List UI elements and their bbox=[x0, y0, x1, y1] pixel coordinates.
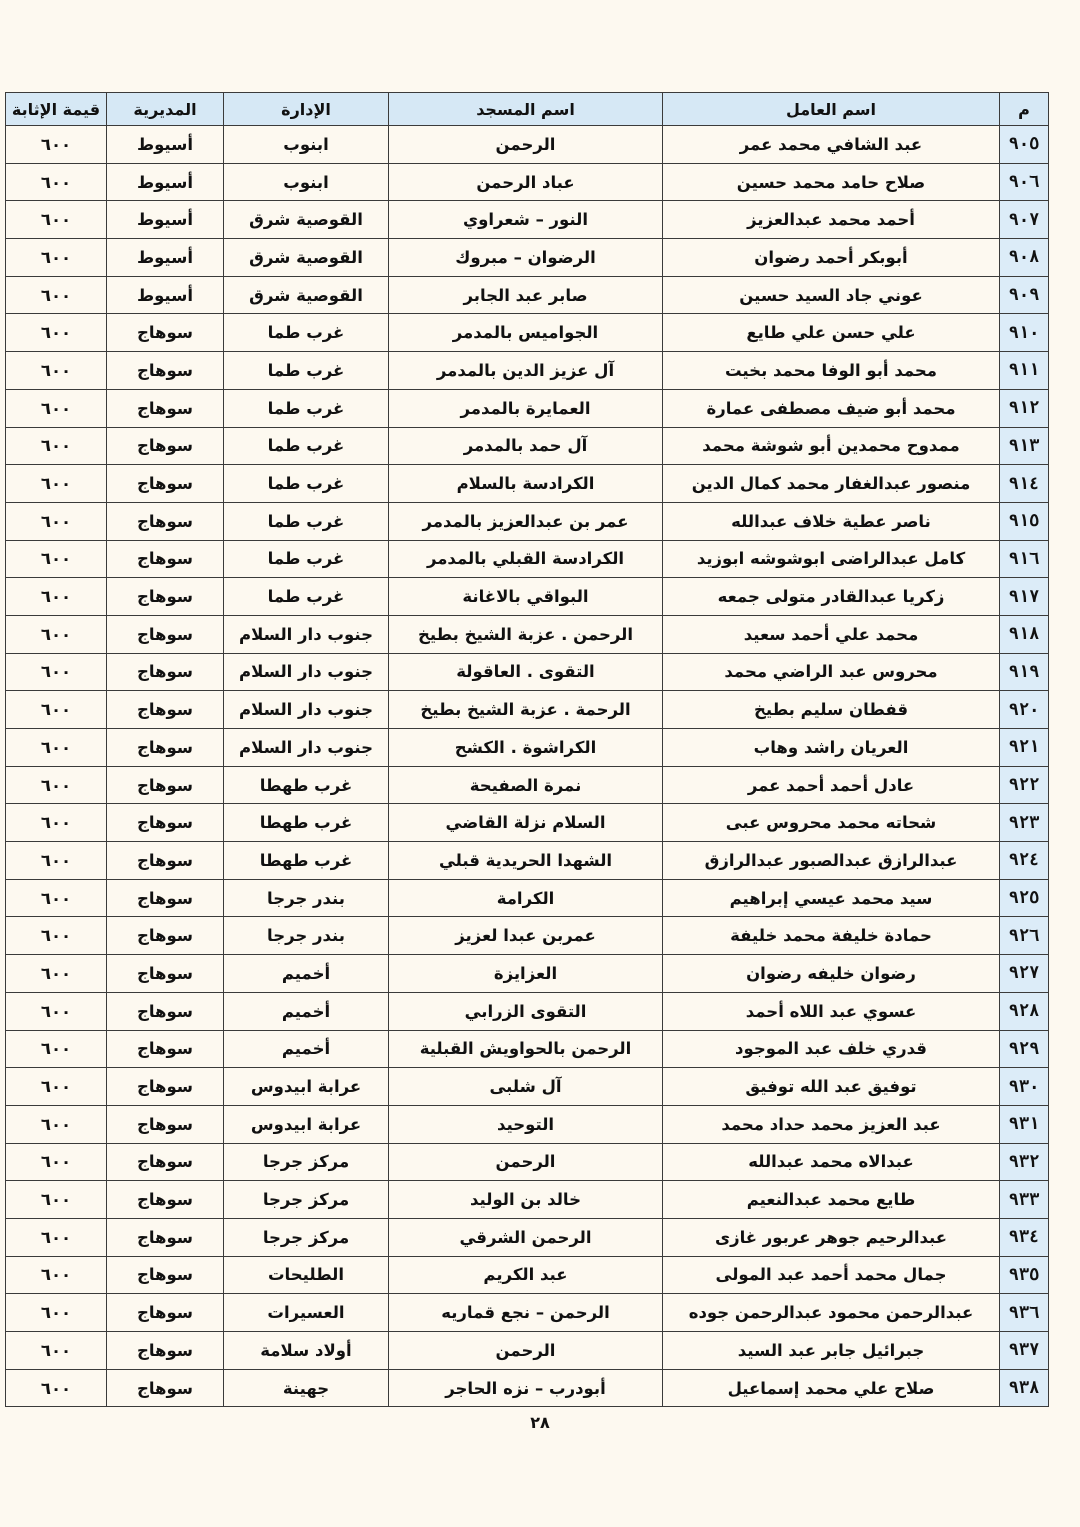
reward-value-cell: ٦٠٠ bbox=[6, 1218, 107, 1256]
row-number-cell: ٩٢٤ bbox=[1000, 842, 1049, 880]
reward-value-cell: ٦٠٠ bbox=[6, 992, 107, 1030]
table-row bbox=[6, 239, 1049, 277]
table-row bbox=[6, 502, 1049, 540]
reward-value-cell: ٦٠٠ bbox=[6, 1181, 107, 1219]
reward-value-cell: ٦٠٠ bbox=[6, 1143, 107, 1181]
mosque-name-cell: الجواميس بالمدمر bbox=[389, 314, 663, 352]
worker-name-cell: شحاته محمد محروس عبى bbox=[663, 804, 1000, 842]
administration-cell: أولاد سلامة bbox=[224, 1332, 389, 1370]
row-number-cell: ٩٣٠ bbox=[1000, 1068, 1049, 1106]
administration-cell: غرب طما bbox=[224, 502, 389, 540]
mosque-name-cell: خالد بن الوليد bbox=[389, 1181, 663, 1219]
administration-cell: ابنوب bbox=[224, 163, 389, 201]
worker-name-cell: محمد أبو الوفا محمد بخيت bbox=[663, 352, 1000, 390]
row-number-cell: ٩٠٧ bbox=[1000, 201, 1049, 239]
header-reward-value: قيمة الإثابة bbox=[6, 93, 107, 126]
table-row bbox=[6, 1256, 1049, 1294]
administration-cell: جنوب دار السلام bbox=[224, 691, 389, 729]
reward-value-cell: ٦٠٠ bbox=[6, 615, 107, 653]
worker-name-cell: عبدالاه محمد عبدالله bbox=[663, 1143, 1000, 1181]
reward-value-cell: ٦٠٠ bbox=[6, 239, 107, 277]
administration-cell: القوصية شرق bbox=[224, 276, 389, 314]
worker-name-cell: جمال محمد أحمد عبد المولى bbox=[663, 1256, 1000, 1294]
administration-cell: غرب طما bbox=[224, 427, 389, 465]
administration-cell: بندر جرجا bbox=[224, 879, 389, 917]
worker-name-cell: عبدالرازق عبدالصبور عبدالرازق bbox=[663, 842, 1000, 880]
directorate-cell: سوهاج bbox=[107, 615, 224, 653]
mosque-name-cell: الرحمن . عزبة الشيخ بطيخ bbox=[389, 615, 663, 653]
row-number-cell: ٩٢٥ bbox=[1000, 879, 1049, 917]
administration-cell: عرابة ابيدوس bbox=[224, 1105, 389, 1143]
worker-name-cell: حمادة خليفة محمد خليفة bbox=[663, 917, 1000, 955]
row-number-cell: ٩٣٥ bbox=[1000, 1256, 1049, 1294]
mosque-name-cell: الرحمة . عزبة الشيخ بطيخ bbox=[389, 691, 663, 729]
row-number-cell: ٩٣١ bbox=[1000, 1105, 1049, 1143]
directorate-cell: سوهاج bbox=[107, 804, 224, 842]
mosque-name-cell: عباد الرحمن bbox=[389, 163, 663, 201]
reward-value-cell: ٦٠٠ bbox=[6, 842, 107, 880]
reward-value-cell: ٦٠٠ bbox=[6, 691, 107, 729]
mosque-name-cell: عمربن عبدا لعزيز bbox=[389, 917, 663, 955]
table-body bbox=[6, 126, 1049, 1407]
worker-name-cell: محمد علي أحمد سعيد bbox=[663, 615, 1000, 653]
table-row bbox=[6, 729, 1049, 767]
worker-name-cell: قفطان سليم بطيخ bbox=[663, 691, 1000, 729]
mosque-name-cell: الكراشوة . الكشح bbox=[389, 729, 663, 767]
mosque-name-cell: أبودرب – نزه الحاجر bbox=[389, 1369, 663, 1407]
administration-cell: أخميم bbox=[224, 955, 389, 993]
worker-name-cell: صلاح حامد محمد حسين bbox=[663, 163, 1000, 201]
administration-cell: غرب طما bbox=[224, 578, 389, 616]
table-row bbox=[6, 879, 1049, 917]
directorate-cell: سوهاج bbox=[107, 842, 224, 880]
table-row bbox=[6, 653, 1049, 691]
header-worker-name: اسم العامل bbox=[663, 93, 1000, 126]
worker-name-cell: صلاح علي محمد إسماعيل bbox=[663, 1369, 1000, 1407]
directorate-cell: سوهاج bbox=[107, 1294, 224, 1332]
reward-value-cell: ٦٠٠ bbox=[6, 1294, 107, 1332]
reward-value-cell: ٦٠٠ bbox=[6, 540, 107, 578]
directorate-cell: سوهاج bbox=[107, 352, 224, 390]
administration-cell: العسيرات bbox=[224, 1294, 389, 1332]
reward-value-cell: ٦٠٠ bbox=[6, 389, 107, 427]
table-row bbox=[6, 1143, 1049, 1181]
directorate-cell: سوهاج bbox=[107, 1181, 224, 1219]
row-number-cell: ٩١٥ bbox=[1000, 502, 1049, 540]
worker-name-cell: عبدالرحمن محمود عبدالرحمن جوده bbox=[663, 1294, 1000, 1332]
row-number-cell: ٩١٦ bbox=[1000, 540, 1049, 578]
reward-value-cell: ٦٠٠ bbox=[6, 804, 107, 842]
reward-value-cell: ٦٠٠ bbox=[6, 1105, 107, 1143]
reward-value-cell: ٦٠٠ bbox=[6, 1256, 107, 1294]
table-row bbox=[6, 917, 1049, 955]
row-number-cell: ٩١٧ bbox=[1000, 578, 1049, 616]
table-row bbox=[6, 1105, 1049, 1143]
mosque-name-cell: نمرة الصفيحة bbox=[389, 766, 663, 804]
directorate-cell: سوهاج bbox=[107, 502, 224, 540]
reward-value-cell: ٦٠٠ bbox=[6, 352, 107, 390]
administration-cell: القوصية شرق bbox=[224, 201, 389, 239]
table-row bbox=[6, 1030, 1049, 1068]
table-row bbox=[6, 691, 1049, 729]
administration-cell: بندر جرجا bbox=[224, 917, 389, 955]
directorate-cell: سوهاج bbox=[107, 766, 224, 804]
mosque-name-cell: الرحمن bbox=[389, 1143, 663, 1181]
directorate-cell: سوهاج bbox=[107, 1218, 224, 1256]
administration-cell: غرب طما bbox=[224, 465, 389, 503]
worker-name-cell: منصور عبدالغفار محمد كمال الدين bbox=[663, 465, 1000, 503]
mosque-name-cell: آل حمد بالمدمر bbox=[389, 427, 663, 465]
worker-name-cell: علي حسن علي طايع bbox=[663, 314, 1000, 352]
row-number-cell: ٩٢٩ bbox=[1000, 1030, 1049, 1068]
header-administration: الإدارة bbox=[224, 93, 389, 126]
mosque-name-cell: التوحيد bbox=[389, 1105, 663, 1143]
table-row bbox=[6, 540, 1049, 578]
directorate-cell: سوهاج bbox=[107, 955, 224, 993]
row-number-cell: ٩٢٣ bbox=[1000, 804, 1049, 842]
directorate-cell: أسيوط bbox=[107, 201, 224, 239]
administration-cell: ابنوب bbox=[224, 126, 389, 164]
worker-name-cell: طايع محمد عبدالنعيم bbox=[663, 1181, 1000, 1219]
mosque-name-cell: الكرادسة القبلي بالمدمر bbox=[389, 540, 663, 578]
reward-value-cell: ٦٠٠ bbox=[6, 276, 107, 314]
directorate-cell: أسيوط bbox=[107, 276, 224, 314]
administration-cell: غرب طما bbox=[224, 314, 389, 352]
reward-value-cell: ٦٠٠ bbox=[6, 917, 107, 955]
directorate-cell: سوهاج bbox=[107, 1256, 224, 1294]
row-number-cell: ٩١٩ bbox=[1000, 653, 1049, 691]
mosque-name-cell: آل شلبى bbox=[389, 1068, 663, 1106]
worker-name-cell: عوني جاد السيد حسين bbox=[663, 276, 1000, 314]
row-number-cell: ٩٢٧ bbox=[1000, 955, 1049, 993]
directorate-cell: سوهاج bbox=[107, 879, 224, 917]
header-directorate: المديرية bbox=[107, 93, 224, 126]
table-row bbox=[6, 427, 1049, 465]
administration-cell: جنوب دار السلام bbox=[224, 653, 389, 691]
row-number-cell: ٩٢٢ bbox=[1000, 766, 1049, 804]
reward-value-cell: ٦٠٠ bbox=[6, 578, 107, 616]
table-row bbox=[6, 1068, 1049, 1106]
worker-name-cell: جبرائيل جابر عبد السيد bbox=[663, 1332, 1000, 1370]
administration-cell: مركز جرجا bbox=[224, 1218, 389, 1256]
rewards-table bbox=[5, 92, 1049, 1407]
table-row bbox=[6, 578, 1049, 616]
reward-value-cell: ٦٠٠ bbox=[6, 314, 107, 352]
administration-cell: عرابة ابيدوس bbox=[224, 1068, 389, 1106]
reward-value-cell: ٦٠٠ bbox=[6, 729, 107, 767]
table-row bbox=[6, 615, 1049, 653]
administration-cell: أخميم bbox=[224, 1030, 389, 1068]
reward-value-cell: ٦٠٠ bbox=[6, 427, 107, 465]
directorate-cell: سوهاج bbox=[107, 917, 224, 955]
worker-name-cell: محمد أبو ضيف مصطفى عمارة bbox=[663, 389, 1000, 427]
mosque-name-cell: آل عزيز الدين بالمدمر bbox=[389, 352, 663, 390]
row-number-cell: ٩١٣ bbox=[1000, 427, 1049, 465]
table-row bbox=[6, 352, 1049, 390]
directorate-cell: أسيوط bbox=[107, 239, 224, 277]
directorate-cell: سوهاج bbox=[107, 578, 224, 616]
row-number-cell: ٩٣٨ bbox=[1000, 1369, 1049, 1407]
mosque-name-cell: الكرادسة بالسلام bbox=[389, 465, 663, 503]
administration-cell: غرب طما bbox=[224, 389, 389, 427]
directorate-cell: سوهاج bbox=[107, 1030, 224, 1068]
reward-value-cell: ٦٠٠ bbox=[6, 502, 107, 540]
mosque-name-cell: البواقي بالاغانة bbox=[389, 578, 663, 616]
worker-name-cell: كامل عبدالراضى ابوشوشه ابوزيد bbox=[663, 540, 1000, 578]
page-number: ٢٨ bbox=[530, 1413, 550, 1432]
directorate-cell: سوهاج bbox=[107, 1332, 224, 1370]
reward-value-cell: ٦٠٠ bbox=[6, 126, 107, 164]
worker-name-cell: أبوبكر أحمد رضوان bbox=[663, 239, 1000, 277]
mosque-name-cell: عمر بن عبدالعزيز بالمدمر bbox=[389, 502, 663, 540]
worker-name-cell: عادل أحمد أحمد عمر bbox=[663, 766, 1000, 804]
table-row bbox=[6, 314, 1049, 352]
row-number-cell: ٩١٠ bbox=[1000, 314, 1049, 352]
table-row bbox=[6, 1218, 1049, 1256]
worker-name-cell: العريان راشد وهاب bbox=[663, 729, 1000, 767]
worker-name-cell: توفيق عبد الله توفيق bbox=[663, 1068, 1000, 1106]
worker-name-cell: محروس عبد الراضي محمد bbox=[663, 653, 1000, 691]
directorate-cell: سوهاج bbox=[107, 465, 224, 503]
worker-name-cell: سيد محمد عيسي إبراهيم bbox=[663, 879, 1000, 917]
administration-cell: غرب طهطا bbox=[224, 842, 389, 880]
worker-name-cell: أحمد محمد عبدالعزيز bbox=[663, 201, 1000, 239]
reward-value-cell: ٦٠٠ bbox=[6, 163, 107, 201]
directorate-cell: أسيوط bbox=[107, 163, 224, 201]
table-row bbox=[6, 276, 1049, 314]
row-number-cell: ٩١٢ bbox=[1000, 389, 1049, 427]
reward-value-cell: ٦٠٠ bbox=[6, 879, 107, 917]
row-number-cell: ٩١١ bbox=[1000, 352, 1049, 390]
mosque-name-cell: صابر عبد الجابر bbox=[389, 276, 663, 314]
worker-name-cell: رضوان خليفه رضوان bbox=[663, 955, 1000, 993]
mosque-name-cell: التقوى . العاقولة bbox=[389, 653, 663, 691]
table-row bbox=[6, 1181, 1049, 1219]
directorate-cell: سوهاج bbox=[107, 653, 224, 691]
directorate-cell: سوهاج bbox=[107, 691, 224, 729]
table-row bbox=[6, 1369, 1049, 1407]
administration-cell: جنوب دار السلام bbox=[224, 615, 389, 653]
table-row bbox=[6, 126, 1049, 164]
mosque-name-cell: الرحمن الشرقي bbox=[389, 1218, 663, 1256]
header-num: م bbox=[1000, 93, 1049, 126]
mosque-name-cell: الرحمن – نجع قماريه bbox=[389, 1294, 663, 1332]
directorate-cell: سوهاج bbox=[107, 389, 224, 427]
directorate-cell: سوهاج bbox=[107, 314, 224, 352]
directorate-cell: سوهاج bbox=[107, 992, 224, 1030]
reward-value-cell: ٦٠٠ bbox=[6, 1068, 107, 1106]
mosque-name-cell: السلام نزلة القاضي bbox=[389, 804, 663, 842]
row-number-cell: ٩٣٤ bbox=[1000, 1218, 1049, 1256]
reward-value-cell: ٦٠٠ bbox=[6, 1030, 107, 1068]
table-header-row bbox=[6, 93, 1049, 126]
worker-name-cell: عبد العزيز محمد حداد محمد bbox=[663, 1105, 1000, 1143]
row-number-cell: ٩٣٧ bbox=[1000, 1332, 1049, 1370]
directorate-cell: سوهاج bbox=[107, 729, 224, 767]
table-row bbox=[6, 992, 1049, 1030]
directorate-cell: سوهاج bbox=[107, 1105, 224, 1143]
table-row bbox=[6, 1294, 1049, 1332]
row-number-cell: ٩٢١ bbox=[1000, 729, 1049, 767]
row-number-cell: ٩٣٢ bbox=[1000, 1143, 1049, 1181]
directorate-cell: أسيوط bbox=[107, 126, 224, 164]
header-mosque-name: اسم المسجد bbox=[389, 93, 663, 126]
row-number-cell: ٩٠٥ bbox=[1000, 126, 1049, 164]
table-row bbox=[6, 201, 1049, 239]
row-number-cell: ٩٢٠ bbox=[1000, 691, 1049, 729]
table-row bbox=[6, 955, 1049, 993]
mosque-name-cell: الشهدا الحريدية قبلي bbox=[389, 842, 663, 880]
worker-name-cell: عبدالرحيم جوهر عربور غازى bbox=[663, 1218, 1000, 1256]
table-row bbox=[6, 766, 1049, 804]
reward-value-cell: ٦٠٠ bbox=[6, 653, 107, 691]
reward-value-cell: ٦٠٠ bbox=[6, 955, 107, 993]
administration-cell: غرب طما bbox=[224, 352, 389, 390]
administration-cell: غرب طهطا bbox=[224, 766, 389, 804]
row-number-cell: ٩٣٣ bbox=[1000, 1181, 1049, 1219]
worker-name-cell: عسوي عبد اللاه أحمد bbox=[663, 992, 1000, 1030]
mosque-name-cell: الرضوان – مبروك bbox=[389, 239, 663, 277]
row-number-cell: ٩٣٦ bbox=[1000, 1294, 1049, 1332]
mosque-name-cell: الرحمن bbox=[389, 126, 663, 164]
directorate-cell: سوهاج bbox=[107, 427, 224, 465]
mosque-name-cell: الكرامة bbox=[389, 879, 663, 917]
administration-cell: جنوب دار السلام bbox=[224, 729, 389, 767]
mosque-name-cell: الرحمن bbox=[389, 1332, 663, 1370]
worker-name-cell: ناصر عطية خلاف عبدالله bbox=[663, 502, 1000, 540]
row-number-cell: ٩٠٩ bbox=[1000, 276, 1049, 314]
mosque-name-cell: عبد الكريم bbox=[389, 1256, 663, 1294]
administration-cell: غرب طما bbox=[224, 540, 389, 578]
worker-name-cell: زكريا عبدالقادر متولى جمعه bbox=[663, 578, 1000, 616]
reward-value-cell: ٦٠٠ bbox=[6, 1369, 107, 1407]
reward-value-cell: ٦٠٠ bbox=[6, 1332, 107, 1370]
reward-value-cell: ٦٠٠ bbox=[6, 465, 107, 503]
reward-value-cell: ٦٠٠ bbox=[6, 201, 107, 239]
administration-cell: القوصية شرق bbox=[224, 239, 389, 277]
row-number-cell: ٩٢٦ bbox=[1000, 917, 1049, 955]
administration-cell: مركز جرجا bbox=[224, 1143, 389, 1181]
row-number-cell: ٩٢٨ bbox=[1000, 992, 1049, 1030]
table-row bbox=[6, 804, 1049, 842]
administration-cell: مركز جرجا bbox=[224, 1181, 389, 1219]
directorate-cell: سوهاج bbox=[107, 1143, 224, 1181]
directorate-cell: سوهاج bbox=[107, 1068, 224, 1106]
administration-cell: أخميم bbox=[224, 992, 389, 1030]
directorate-cell: سوهاج bbox=[107, 1369, 224, 1407]
row-number-cell: ٩١٨ bbox=[1000, 615, 1049, 653]
mosque-name-cell: الرحمن بالحواويش القبلية bbox=[389, 1030, 663, 1068]
mosque-name-cell: النور – شعراوي bbox=[389, 201, 663, 239]
mosque-name-cell: العزايزة bbox=[389, 955, 663, 993]
table-row bbox=[6, 389, 1049, 427]
reward-value-cell: ٦٠٠ bbox=[6, 766, 107, 804]
administration-cell: الطليحات bbox=[224, 1256, 389, 1294]
administration-cell: غرب طهطا bbox=[224, 804, 389, 842]
row-number-cell: ٩٠٨ bbox=[1000, 239, 1049, 277]
mosque-name-cell: التقوى الزرابي bbox=[389, 992, 663, 1030]
administration-cell: جهينة bbox=[224, 1369, 389, 1407]
worker-name-cell: قدري خلف عبد الموجود bbox=[663, 1030, 1000, 1068]
table-row bbox=[6, 465, 1049, 503]
mosque-name-cell: العمايرة بالمدمر bbox=[389, 389, 663, 427]
row-number-cell: ٩١٤ bbox=[1000, 465, 1049, 503]
row-number-cell: ٩٠٦ bbox=[1000, 163, 1049, 201]
table-row bbox=[6, 163, 1049, 201]
directorate-cell: سوهاج bbox=[107, 540, 224, 578]
table-row bbox=[6, 842, 1049, 880]
worker-name-cell: ممدوح محمدين أبو شوشة محمد bbox=[663, 427, 1000, 465]
worker-name-cell: عبد الشافي محمد عمر bbox=[663, 126, 1000, 164]
table-row bbox=[6, 1332, 1049, 1370]
